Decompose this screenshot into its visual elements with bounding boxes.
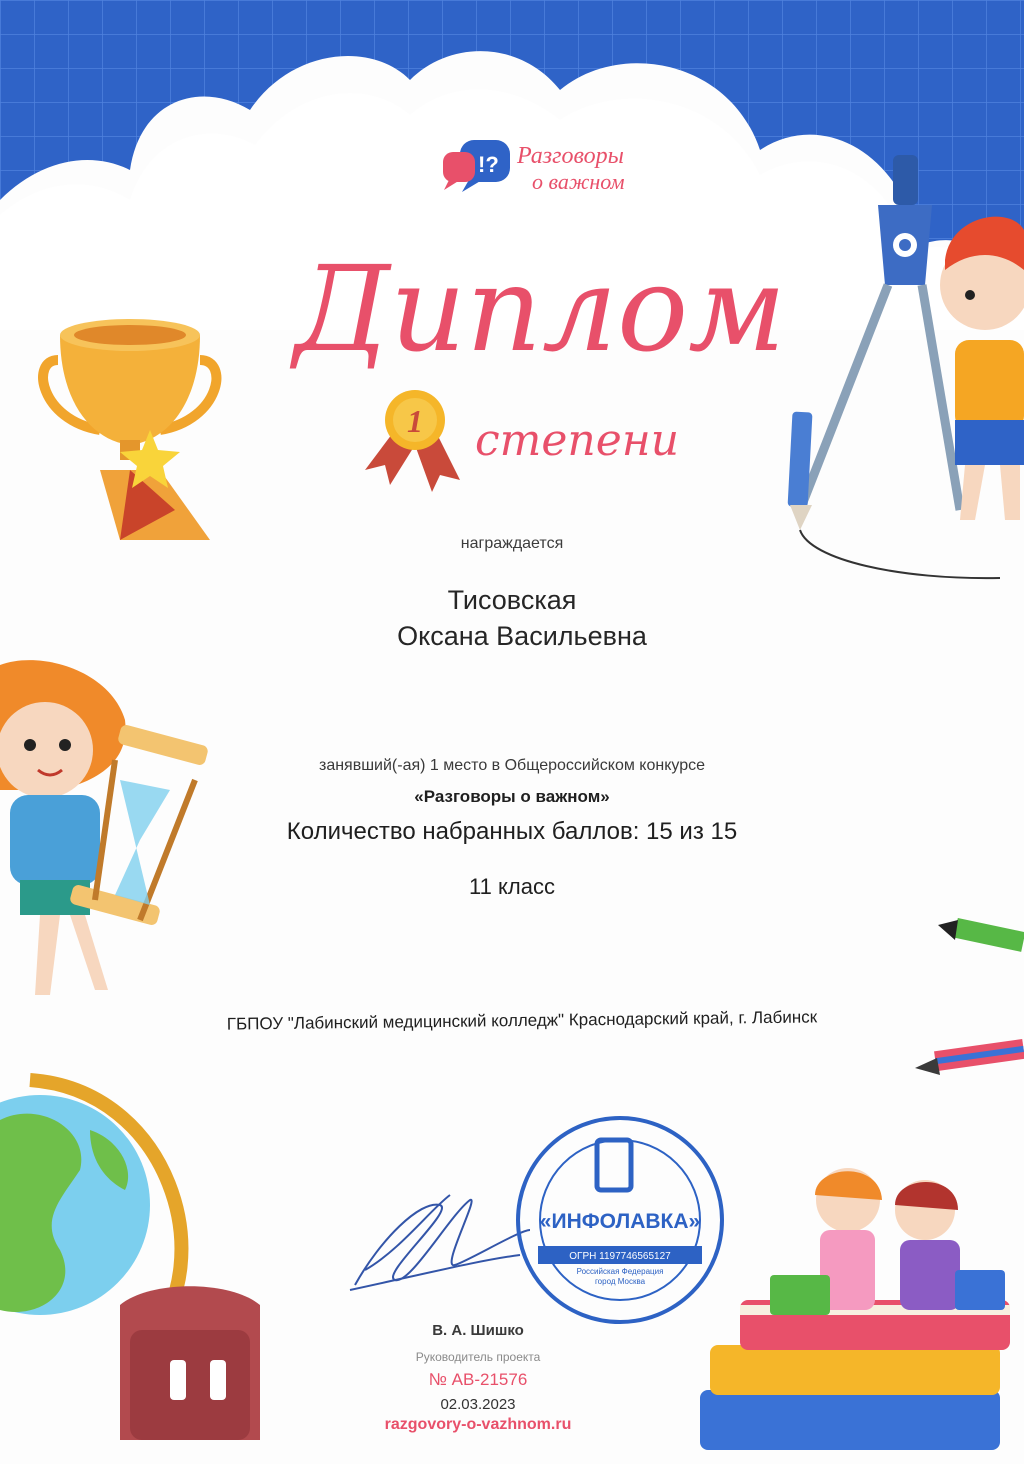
stamp-name: «ИНФОЛАВКА» (539, 1210, 701, 1233)
recipient-surname: Тисовская (447, 585, 577, 615)
awarded-label: награждается (460, 535, 564, 552)
svg-text:!?: !? (478, 152, 499, 177)
medal-number: 1 (407, 403, 423, 439)
certificate-number: № АВ-21576 (428, 1370, 528, 1389)
stamp-sub1: Российская Федерация (576, 1267, 664, 1276)
recipient-given-names: Оксана Васильевна (397, 621, 647, 651)
logo-line2: о важном (532, 169, 625, 194)
issue-date: 02.03.2023 (440, 1396, 516, 1413)
contest-name: «Разговоры о важном» (414, 787, 610, 806)
place-text: занявший(-ая) 1 место в Общероссийском конкурсе (318, 757, 705, 774)
stamp-sub2: город Москва (594, 1277, 646, 1286)
leader-role: Руководитель проекта (415, 1350, 541, 1364)
grade-text: 11 класс (469, 874, 555, 899)
score-text: Количество набранных баллов: 15 из 15 (286, 818, 738, 845)
organization-text: ГБПОУ "Лабинский медицинский колледж" Краснодарский край, г. Лабинск (226, 1007, 818, 1034)
diploma-title: Диплом (294, 240, 786, 378)
website-link[interactable]: razgovory-o-vazhnom.ru (384, 1416, 572, 1433)
stamp-ogrn: ОГРН 1197746565127 (569, 1251, 671, 1262)
logo-line1: Разговоры (517, 143, 624, 169)
degree-label: степени (475, 415, 680, 466)
leader-name: В. А. Шишко (432, 1322, 524, 1339)
medal-icon (365, 390, 460, 492)
